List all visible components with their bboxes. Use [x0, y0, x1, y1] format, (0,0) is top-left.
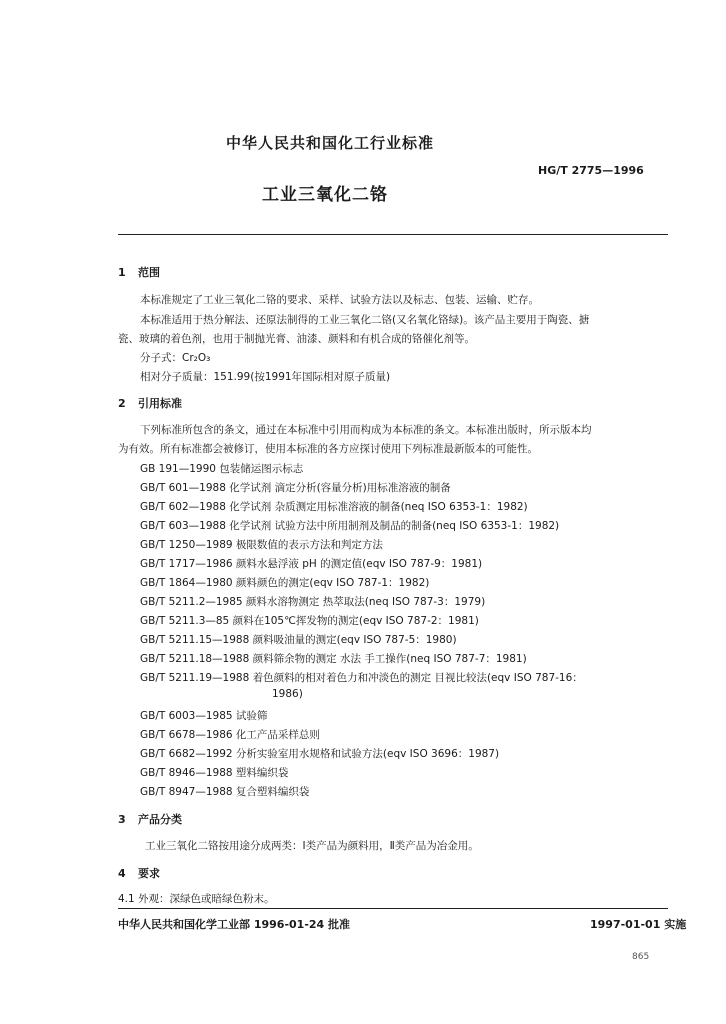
section-3-paragraph: 工业三氧化二铬按用途分成两类：Ⅰ类产品为颜料用，Ⅱ类产品为冶金用。: [145, 840, 479, 852]
reference-item: GB/T 8947—1988 复合塑料编织袋: [140, 786, 310, 798]
standard-number: HG/T 2775—1996: [538, 164, 644, 177]
section-2-number: 2: [118, 397, 126, 410]
reference-item: GB/T 6682—1992 分析实验室用水规格和试验方法(eqv ISO 3696：1987): [140, 748, 500, 760]
reference-item-continuation: 1986): [272, 688, 303, 700]
org-title: 中华人民共和国化工行业标准: [225, 134, 434, 152]
section-1-paragraph-1: 本标准规定了工业三氧化二铬的要求、采样、试验方法以及标志、包装、运输、贮存。: [140, 294, 539, 306]
reference-item: GB/T 5211.18—1988 颜料筛余物的测定 水法 手工操作(neq ISO 787-7：1981): [140, 653, 527, 665]
section-3-title: 产品分类: [138, 813, 182, 826]
section-3-number: 3: [118, 813, 126, 826]
section-2-heading: [118, 395, 182, 411]
section-1-paragraph-2a: 本标准适用于热分解法、还原法制得的工业三氧化二铬(又名氧化铬绿)。该产品主要用于陶瓷、搪: [140, 314, 590, 326]
section-1-heading: [118, 264, 160, 280]
reference-item: GB/T 5211.3—85 颜料在105℃挥发物的测定(eqv ISO 787-2：1981): [140, 615, 479, 627]
clause-4-1: 4.1 外观：深绿色或暗绿色粉末。: [118, 893, 275, 905]
section-1-number: 1: [118, 266, 126, 279]
reference-item: GB/T 1864—1980 颜料颜色的测定(eqv ISO 787-1：1982): [140, 577, 430, 589]
reference-item: GB/T 602—1988 化学试剂 杂质测定用标准溶液的制备(neq ISO 6353-1：1982): [140, 501, 528, 513]
header-rule: [118, 234, 668, 235]
section-3-heading: [118, 811, 182, 827]
section-1-title: 范围: [138, 266, 160, 279]
page-number: 865: [632, 952, 650, 962]
reference-item: GB/T 6003—1985 试验筛: [140, 710, 268, 722]
reference-item: GB/T 5211.15—1988 颜料吸油量的测定(eqv ISO 787-5：1980): [140, 634, 457, 646]
section-4-heading: [118, 865, 160, 881]
section-2-intro-b: 为有效。所有标准都会被修订，使用本标准的各方应探讨使用下列标准最新版本的可能性。: [118, 443, 538, 455]
approval-line: 中华人民共和国化学工业部 1996-01-24 批准: [118, 918, 351, 931]
reference-item: GB/T 603—1988 化学试剂 试验方法中所用制剂及制品的制备(neq ISO 6353-1：1982): [140, 520, 560, 532]
section-2-title: 引用标准: [138, 397, 182, 410]
section-2-intro-a: 下列标准所包含的条文，通过在本标准中引用而构成为本标准的条文。本标准出版时，所示版本均: [140, 424, 592, 436]
reference-item: GB/T 1717—1986 颜料水悬浮液 pH 的测定值(eqv ISO 787-9：1981): [140, 558, 483, 570]
reference-item: GB/T 6678—1986 化工产品采样总则: [140, 729, 320, 741]
reference-item: GB 191—1990 包装储运图示标志: [140, 463, 304, 475]
reference-item: GB/T 5211.19—1988 着色颜料的相对着色力和冲淡色的测定 目视比较法(eqv ISO 787-16：: [140, 672, 583, 684]
doc-title: 工业三氧化二铬: [262, 185, 388, 205]
reference-item: GB/T 5211.2—1985 颜料水溶物测定 热萃取法(neq ISO 787-3：1979): [140, 596, 486, 608]
section-4-title: 要求: [138, 867, 160, 880]
footer-rule: [118, 908, 668, 909]
section-4-number: 4: [118, 867, 126, 880]
reference-item: GB/T 601—1988 化学试剂 滴定分析(容量分析)用标准溶液的制备: [140, 482, 451, 494]
section-1-paragraph-2b: 瓷、玻璃的着色剂，也用于制抛光膏、油漆、颜料和有机合成的铬催化剂等。: [118, 333, 475, 345]
reference-item: GB/T 1250—1989 极限数值的表示方法和判定方法: [140, 539, 383, 551]
molecular-mass: 相对分子质量：151.99(按1991年国际相对原子质量): [140, 371, 391, 383]
reference-item: GB/T 8946—1988 塑料编织袋: [140, 767, 289, 779]
molecular-formula: 分子式：Cr₂O₃: [140, 352, 211, 364]
effective-date: 1997-01-01 实施: [590, 918, 687, 931]
